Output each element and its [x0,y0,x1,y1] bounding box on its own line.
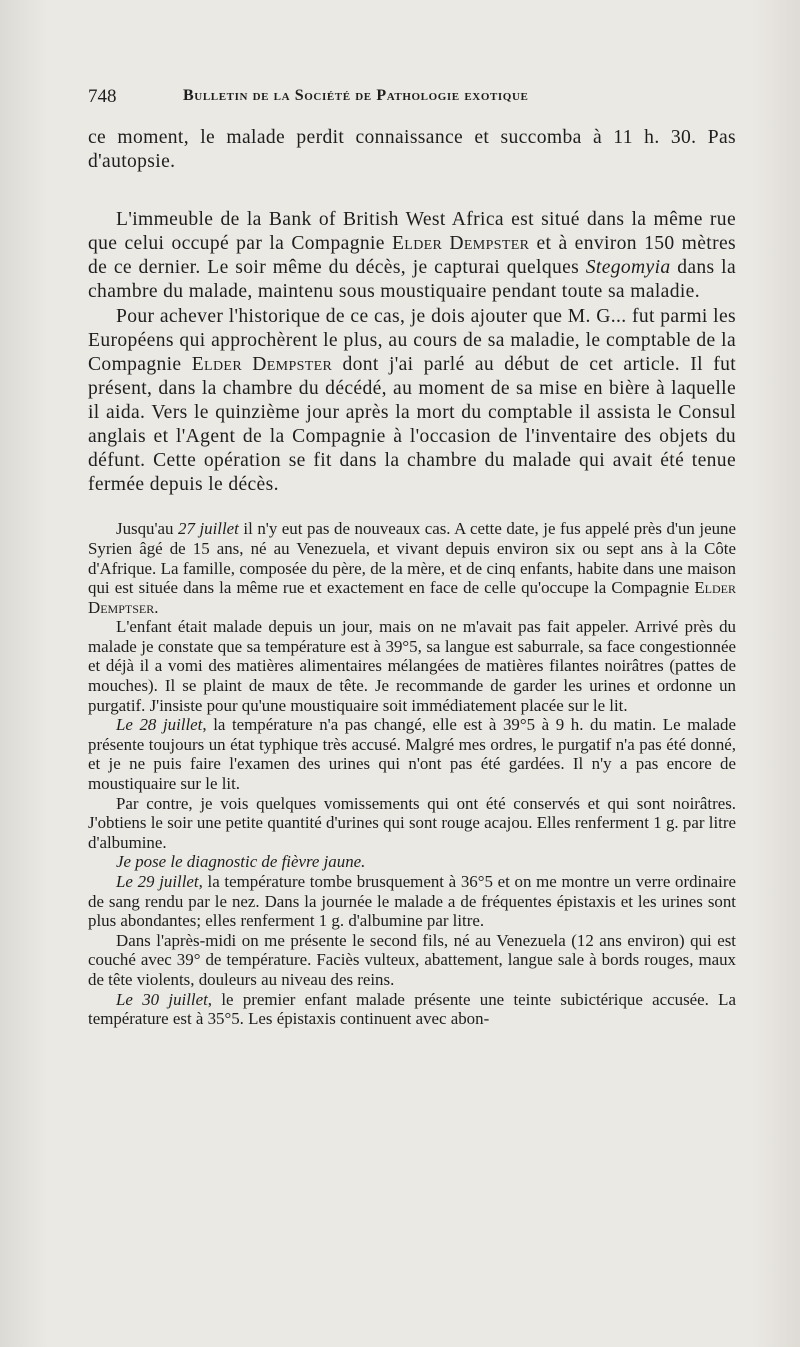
page-number: 748 [88,86,117,107]
paragraph-vomiting: Par contre, je vois quelques vomissements qui ont été conservés et qui sont noirâtres. J'obtiens le soir une petite quantité d'urines qui sont rouge acajou. Elles renferment 1 g. par litre d'albumine. [88,793,736,852]
company-name: Elder Demptser [88,578,736,617]
small-type-section [88,519,736,1028]
paragraph-history: Pour achever l'historique de ce cas, je dois ajouter que M. G... fut parmi les Européens qui approchèrent le plus, au cours de sa maladie, le comptable de la Compagnie Elder Dempster dont j'ai parlé au début de cet article. Il fut présent, dans la chambre du décédé, au moment de sa mise en bière à laquelle il aida. Vers le quinzième jour après la mort du comptable il assista le Consul anglais et l'Agent de la Compagnie à l'occasion de l'inventaire des objets du défunt. Cette opération se fit dans la chambre du malade qui avait été tenue fermée depuis le décès. [88,305,737,496]
paragraph-july-30: Le 30 juillet, le premier enfant malade présente une teinte subictérique accusée. La température est à 35°5. Les épistaxis continuent avec abon- [88,989,736,1029]
paragraph-second-son: Dans l'après-midi on me présente le second fils, né au Venezuela (12 ans environ) qui est couché avec 39° de température. Faciès vulteux, abattement, langue sale à bords rouges, maux de tête violents, douleurs au niveau des reins. [88,930,736,989]
paragraph-bank-building: L'immeuble de la Bank of British West Africa est situé dans la même rue que celui occupé par la Compagnie Elder Dempster et à environ 150 mètres de ce dernier. Le soir même du décès, je capturai quelques Stegomyia dans la chambre du malade, maintenu sous moustiquaire pendant toute sa maladie. [88,209,736,303]
running-head: Bulletin de la Société de Pathologie exotique [183,87,529,104]
company-name: Elder Dempster [391,233,530,255]
page-header [88,86,738,116]
page-body [88,126,736,1029]
paragraph-july-29: Le 29 juillet, la température tombe brusquement à 36°5 et on me montre un verre ordinaire de sang rendu par le nez. Dans la journée le malade a de fréquentes épistaxis et les urines sont plus abondantes; elles renferment 1 g. d'albumine par litre. [88,872,736,931]
large-type-section [88,126,736,497]
paragraph-case-syrian: Jusqu'au 27 juillet il n'y eut pas de nouveaux cas. A cette date, je fus appelé près d'un jeune Syrien âgé de 15 ans, né au Venezuela, et vivant depuis environ six ou sept ans à la Côte d'Afrique. La famille, composée du père, de la mère, et de cinq enfants, habite dans une maison qui est située dans la même rue et exactement en face de celle qu'occupe la Compagnie Elder Demptser. [88,519,736,617]
paragraph-examination: L'enfant était malade depuis un jour, mais on ne m'avait pas fait appeler. Arrivé près du malade je constate que sa température est à 39°5, sa langue est saburrale, sa face congestionnée et déjà il a vomi des matières alimentaires mélangées de matières filantes noirâtres (pattes de mouches). Il se plaint de maux de tête. Je recommande de garder les urines et ordonne un purgatif. J'insiste pour qu'une moustiquaire soit immédiatement placée sur le lit. [88,617,736,715]
species-name: Stegomyia [585,257,671,279]
paragraph-diagnosis: Je pose le diagnostic de fièvre jaune. [116,852,366,872]
paragraph-continuation: ce moment, le malade perdit connaissance et succomba à 11 h. 30. Pas d'autopsie. [88,127,736,173]
company-name: Elder Dempster [191,353,333,375]
paragraph-july-28: Le 28 juillet, la température n'a pas changé, elle est à 39°5 à 9 h. du matin. Le malade présente toujours un état typhique très accusé. Malgré mes ordres, le purgatif n'a pas été donné, et je ne puis faire l'examen des urines qui n'ont pas été gardées. Il n'y a pas encore de moustiquaire sur le lit. [88,715,736,794]
